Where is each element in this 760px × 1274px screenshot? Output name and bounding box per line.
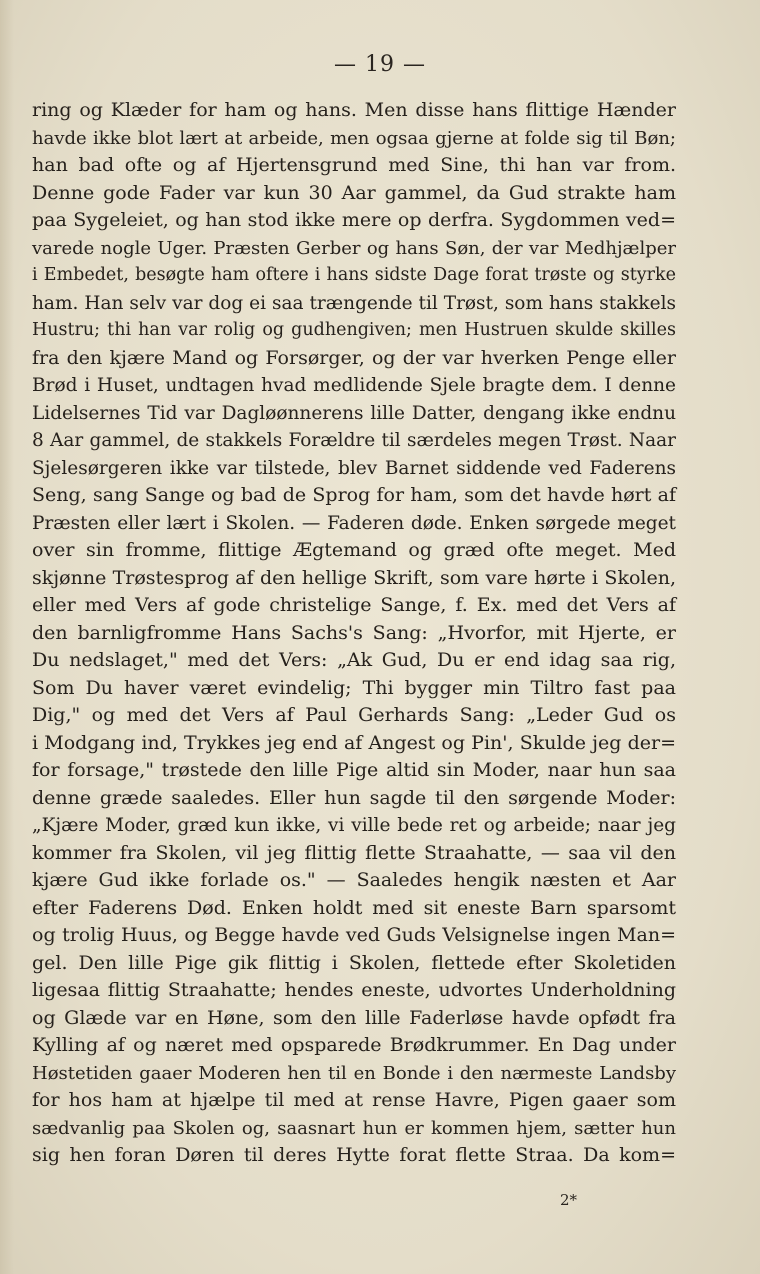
text-line: kjære Gud ikke forlade os." — Saaledes hengik næsten et Aar	[32, 869, 676, 891]
text-line: Lidelsernes Tid var Dagløønnerens lille Datter, dengang ikke endnu	[32, 402, 676, 424]
text-line: Sjelesørgeren ikke var tilstede, blev Barnet siddende ved Faderens	[32, 457, 676, 479]
text-line: Høstetiden gaaer Moderen hen til en Bonde i den nærmeste Landsby	[32, 1062, 676, 1084]
text-line: havde ikke blot lært at arbeide, men ogsaa gjerne at folde sig til Bøn;	[32, 127, 676, 149]
text-line: Seng, sang Sange og bad de Sprog for ham, som det havde hørt af	[32, 484, 676, 506]
text-line: Præsten eller lært i Skolen. — Faderen døde. Enken sørgede meget	[32, 512, 676, 534]
text-line: efter Faderens Død. Enken holdt med sit eneste Barn sparsomt	[32, 896, 676, 919]
text-line: gel. Den lille Pige gik flittig i Skolen, flettede efter Skoletiden	[32, 951, 676, 974]
text-line: i Embedet, besøgte ham oftere i hans sidste Dage forat trøste og styrke	[32, 265, 676, 285]
body-text	[32, 97, 676, 1170]
text-line: Som Du haver været evindelig; Thi bygger min Tiltro fast paa	[32, 676, 676, 699]
text-line: ham. Han selv var dog ei saa trængende til Trøst, som hans stakkels	[32, 292, 676, 314]
text-line: Du nedslaget," med det Vers: „Ak Gud, Du er end idag saa rig,	[32, 649, 676, 671]
text-line: kommer fra Skolen, vil jeg flittig flette Straahatte, — saa vil den	[32, 841, 676, 864]
text-line: Dig," og med det Vers af Paul Gerhards Sang: „Leder Gud os	[32, 704, 676, 726]
text-line: Denne gode Fader var kun 30 Aar gammel, da Gud strakte ham	[32, 181, 676, 204]
text-line: sædvanlig paa Skolen og, saasnart hun er kommen hjem, sætter hun	[32, 1117, 676, 1139]
text-line: han bad ofte og af Hjertensgrund med Sine, thi han var from.	[32, 154, 676, 176]
text-line: eller med Vers af gode christelige Sange, f. Ex. med det Vers af	[32, 594, 676, 616]
text-line: denne græde saaledes. Eller hun sagde til den sørgende Moder:	[32, 786, 676, 809]
text-line: Hustru; thi han var rolig og gudhengiven; men Hustruen skulde skilles	[32, 320, 676, 340]
text-line: og trolig Huus, og Begge havde ved Guds Velsignelse ingen Man=	[32, 924, 676, 946]
text-line: varede nogle Uger. Præsten Gerber og hans Søn, der var Medhjælper	[32, 237, 676, 259]
text-line: over sin fromme, flittige Ægtemand og græd ofte meget. Med	[32, 539, 676, 561]
printer-signature-mark: 2*	[560, 1191, 578, 1209]
text-line: ring og Klæder for ham og hans. Men disse hans flittige Hænder	[32, 99, 676, 121]
text-line: den barnligfromme Hans Sachs's Sang: „Hvorfor, mit Hjerte, er	[32, 621, 676, 644]
text-line: skjønne Trøstesprog af den hellige Skrift, som vare hørte i Skolen,	[32, 566, 676, 589]
text-line: ligesaa flittig Straahatte; hendes eneste, udvortes Underholdning	[32, 979, 676, 1001]
page-number: — 19 —	[334, 52, 426, 77]
text-line: sig hen foran Døren til deres Hytte forat flette Straa. Da kom=	[32, 1144, 676, 1166]
text-line: paa Sygeleiet, og han stod ikke mere op derfra. Sygdommen ved=	[32, 209, 676, 231]
text-line: for forsage," trøstede den lille Pige altid sin Moder, naar hun saa	[32, 759, 676, 781]
text-line: 8 Aar gammel, de stakkels Forældre til særdeles megen Trøst. Naar	[32, 430, 676, 451]
text-line: „Kjære Moder, græd kun ikke, vi ville bede ret og arbeide; naar jeg	[32, 815, 676, 836]
text-line: for hos ham at hjælpe til med at rense Havre, Pigen gaaer som	[32, 1089, 676, 1111]
text-line: og Glæde var en Høne, som den lille Faderløse havde opfødt fra	[32, 1006, 676, 1029]
page-gutter-shadow	[0, 0, 14, 1274]
text-line: i Modgang ind, Trykkes jeg end af Angest og Pin', Skulde jeg der=	[32, 731, 676, 754]
text-line: Brød i Huset, undtagen hvad medlidende Sjele bragte dem. I denne	[32, 375, 676, 396]
text-line: Kylling af og næret med opsparede Brødkrummer. En Dag under	[32, 1034, 676, 1056]
text-line: fra den kjære Mand og Forsørger, og der var hverken Penge eller	[32, 346, 676, 369]
